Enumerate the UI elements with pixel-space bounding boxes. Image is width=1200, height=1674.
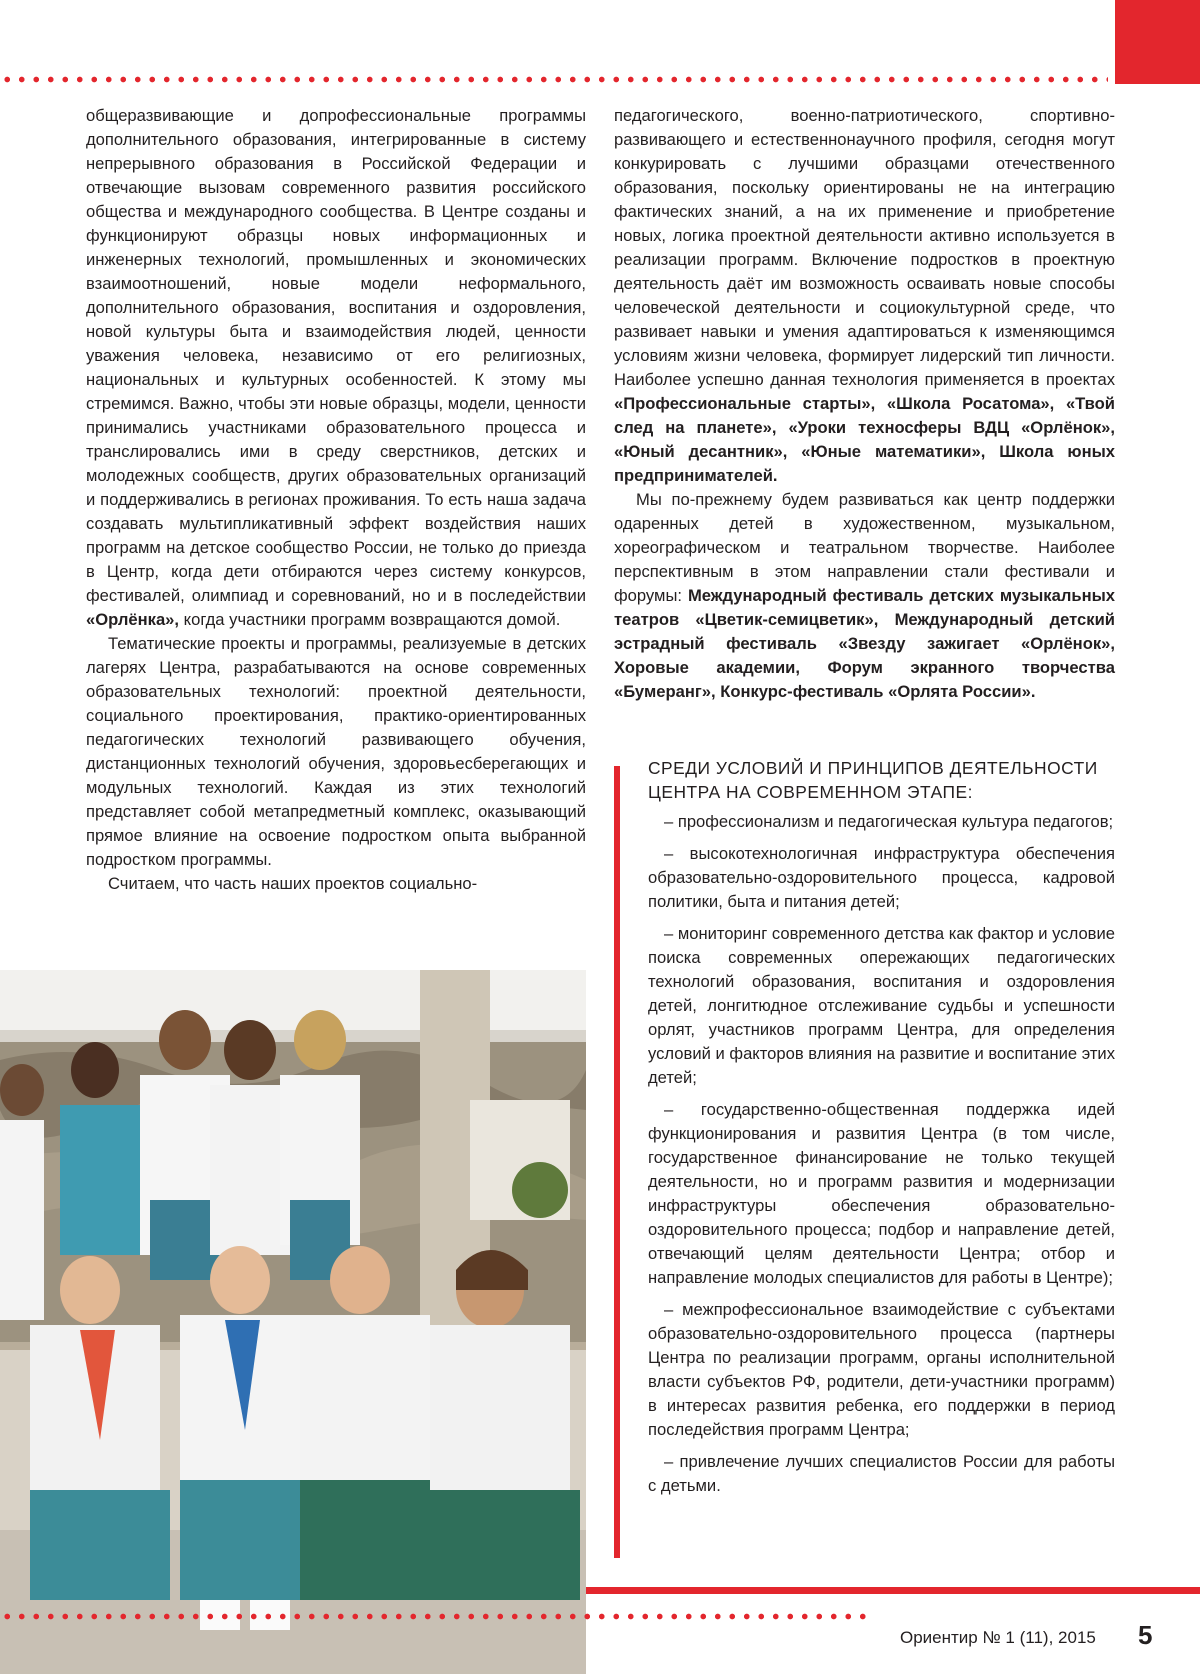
principles-box bbox=[648, 756, 1115, 1506]
orlyonok-bold: «Орлёнка», bbox=[86, 610, 180, 629]
right-paragraph-1: педагогического, военно-патриотического, спортивно-развивающего и естественнонаучного профиля, сегодня могут конкурировать с лучшими образцами отечественного образования, поскольку ориентированы не на интеграцию фактических знаний, а на их применение и приобретение новых, логика проектной деятельности активно используется в реализации программ. Включение подростков в проектную деятельность даёт им возможность осваивать новые способы человеческой деятельности и социокультурной среде, что развивает навыки и умения адаптироваться к изменяющимся условиям жизни человека, формирует лидерский тип личности. Наиболее успешно данная технология применяется в проектах «Профессиональные старты», «Школа Росатома», «Твой след на планете», «Уроки техносферы ВДЦ «Орлёнок», «Юный десантник», «Юные математики», Школа юных предпринимателей. bbox=[614, 106, 1115, 485]
list-item: – профессионализм и педагогическая культура педагогов; bbox=[664, 812, 1114, 831]
left-text-column bbox=[86, 104, 586, 896]
top-dotted-rule bbox=[0, 76, 1108, 83]
left-paragraph-1: общеразвивающие и допрофессиональные программы дополнительного образования, интегрированные в систему непрерывного образования в Российской Федерации и отвечающие вызовам современного развития российского общества и международного сообщества. В Центре созданы и функционируют образцы новых информационных и инженерных технологий, промышленных и экономических взаимоотношений, новые модели неформального, дополнительного образования, воспитания и оздоровления, новой культуры быта и взаимодействия людей, ценности уважения человека, независимо от его религиозных, национальных и культурных особенностей. К этому мы стремимся. Важно, чтобы эти новые образцы, модели, ценности принимались участниками образовательного процесса и транслировались ими в среду сверстников, детских и молодежных сообществ, других образовательных организаций и поддерживались в регионах проживания. То есть наша задача создавать мультипликативный эффект воздействия наших программ на детское сообщество России, не только до приезда в Центр, когда дети отбираются через систему конкурсов, фестивалей, олимпиад и соревнований, но и в последействии «Орлёнка», когда участники программ возвращаются домой. bbox=[86, 106, 586, 629]
list-item: – государственно-общественная поддержка идей функционирования и развития Центра (в том числе, государственное финансирование не только текущей деятельности, но и программ развития и модернизации инфраструктуры обеспечения образовательно-оздоровительного процесса; подбор и направление детей, отвечающий целям деятельности Центра; отбор и направление молодых специалистов для работы в Центре); bbox=[648, 1100, 1115, 1287]
left-paragraph-3: Считаем, что часть наших проектов социально- bbox=[108, 874, 478, 893]
projects-bold: «Профессиональные старты», «Школа Росатома», «Твой след на планете», «Уроки техносферы ВДЦ «Орлёнок», «Юный десантник», «Юные математики», Школа юных предпринимателей. bbox=[614, 394, 1115, 485]
principles-heading: СРЕДИ УСЛОВИЙ И ПРИНЦИПОВ ДЕЯТЕЛЬНОСТИ ЦЕНТРА НА СОВРЕМЕННОМ ЭТАПЕ: bbox=[648, 758, 1098, 802]
list-item: – мониторинг современного детства как фактор и условие поиска современных опережающих педагогических технологий образования, воспитания и оздоровления детей, лонгитюдное отслеживание судьбы и успешности орлят, участников программ Центра, для определения условий и факторов влияния на развитие и воспитание этих детей; bbox=[648, 924, 1115, 1087]
box-red-bar bbox=[614, 766, 620, 1558]
right-paragraph-2: Мы по-прежнему будем развиваться как центр поддержки одаренных детей в художественном, музыкальном, хореографическом и театральном творчестве. Наиболее перспективным в этом направлении стали фестивали и форумы: Международный фестиваль детских музыкальных театров «Цветик-семицветик», Международный детский эстрадный фестиваль «Звезду зажигает «Орлёнок», Хоровые академии, Форум экранного творчества «Бумеранг», Конкурс-фестиваль «Орлята России». bbox=[614, 490, 1115, 701]
corner-red-block bbox=[1115, 0, 1200, 84]
journal-issue: Ориентир № 1 (11), 2015 bbox=[900, 1628, 1096, 1647]
group-photo bbox=[0, 970, 586, 1674]
right-text-column bbox=[614, 104, 1115, 704]
list-item: – межпрофессиональное взаимодействие с субъектами образовательно-оздоровительного процесса (партнеры Центра по реализации программ, органы исполнительной власти субъектов РФ, родители, дети-участники программ) в интересах развития ребенка, его поддержки в период последействия программ Центра; bbox=[648, 1300, 1115, 1439]
bottom-red-rule bbox=[586, 1587, 1200, 1594]
principles-list bbox=[648, 810, 1115, 1498]
festivals-bold: Международный фестиваль детских музыкальных театров «Цветик-семицветик», Международный детский эстрадный фестиваль «Звезду зажигает «Орлёнок», Хоровые академии, Форум экранного творчества «Бумеранг», Конкурс-фестиваль «Орлята России». bbox=[614, 586, 1115, 701]
list-item: – привлечение лучших специалистов России для работы с детьми. bbox=[648, 1452, 1115, 1495]
left-paragraph-2: Тематические проекты и программы, реализуемые в детских лагерях Центра, разрабатываются на основе современных образовательных технологий: проектной деятельности, социального проектирования, практико-ориентированных педагогических технологий развивающего обучения, дистанционных технологий обучения, здоровьесберегающих и модульных технологий. Каждая из этих технологий представляет собой метапредметный комплекс, оказывающий прямое влияние на освоение подростком опыта выбранной подростком программы. bbox=[86, 634, 586, 869]
bottom-dotted-rule bbox=[0, 1613, 870, 1620]
page-number: 5 bbox=[1138, 1620, 1153, 1650]
list-item: – высокотехнологичная инфраструктура обеспечения образовательно-оздоровительного процесса, кадровой политики, быта и питания детей; bbox=[648, 844, 1115, 911]
